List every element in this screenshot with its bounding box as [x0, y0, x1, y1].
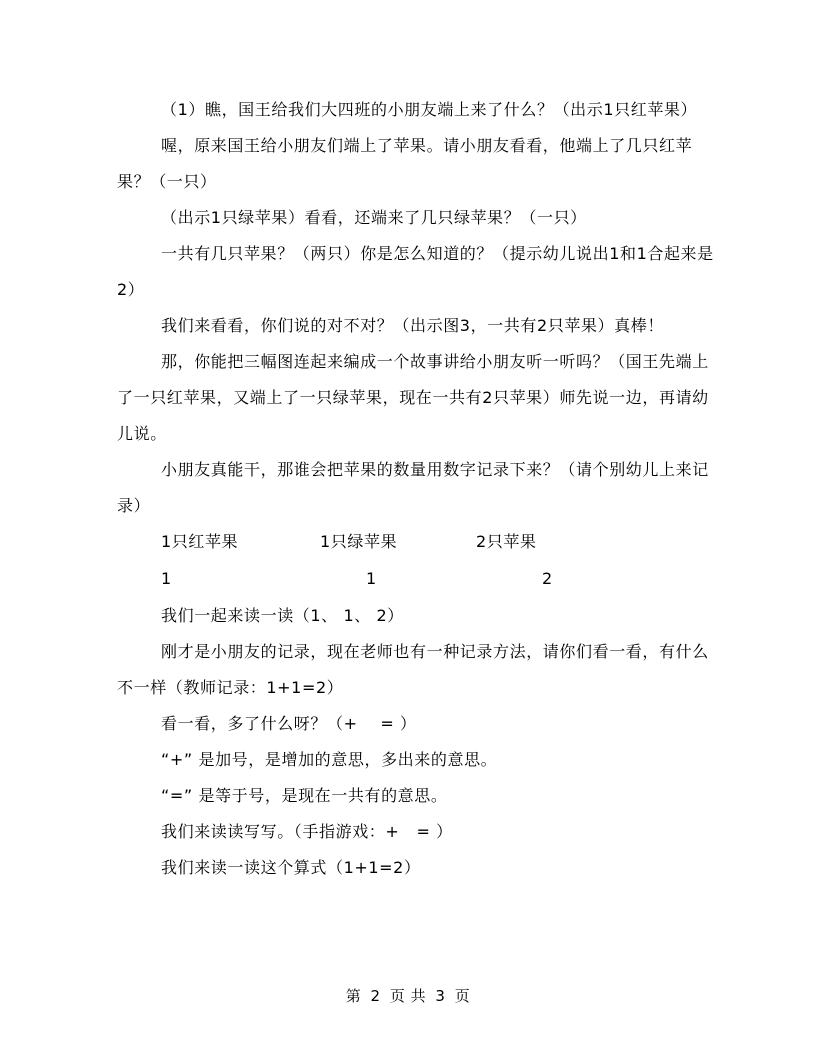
record-number-green: 1: [366, 569, 377, 588]
record-label-green: 1只绿苹果: [320, 532, 398, 551]
paragraph-8: 我们一起来读一读（1、 1、 2）: [161, 606, 404, 625]
paragraph-1: （1）瞧，国王给我们大四班的小朋友端上来了什么？（出示1只红苹果）: [161, 100, 698, 119]
footer-middle: 页 共: [389, 987, 427, 1005]
paragraph-5: 我们来看看，你们说的对不对？（出示图3，一共有2只苹果）真棒！: [161, 316, 664, 335]
record-label-total: 2只苹果: [476, 532, 537, 551]
paragraph-10: 看一看，多了什么呀？（+ = ）: [161, 714, 417, 733]
page-footer: [0, 984, 816, 1008]
footer-suffix: 页: [454, 987, 471, 1005]
record-labels-row: [117, 524, 717, 561]
paragraph-3: （出示1只绿苹果）看看，还端来了几只绿苹果？（一只）: [161, 208, 587, 227]
paragraph-13: 我们来读读写写。（手指游戏：+ = ）: [161, 822, 453, 841]
footer-prefix: 第: [345, 987, 362, 1005]
record-number-total: 2: [542, 569, 553, 588]
paragraph-14: 我们来读一读这个算式（1+1=2）: [161, 858, 421, 877]
document-body: [117, 92, 717, 886]
footer-total-pages: 3: [435, 987, 446, 1005]
paragraph-2: 喔，原来国王给小朋友们端上了苹果。请小朋友看看，他端上了几只红苹果？（一只）: [117, 136, 693, 191]
record-number-red: 1: [161, 569, 172, 588]
paragraph-12: “=” 是等于号，是现在一共有的意思。: [161, 786, 448, 805]
paragraph-6: 那，你能把三幅图连起来编成一个故事讲给小朋友听一听吗？（国王先端上了一只红苹果，又端上了一只绿苹果，现在一共有2只苹果）师先说一边，再请幼儿说。: [117, 352, 709, 443]
paragraph-7: 小朋友真能干，那谁会把苹果的数量用数字记录下来？（请个别幼儿上来记录）: [117, 460, 709, 515]
record-numbers-row: [117, 561, 717, 598]
record-label-red: 1只红苹果: [161, 532, 239, 551]
footer-current-page: 2: [370, 987, 381, 1005]
paragraph-4: 一共有几只苹果？（两只）你是怎么知道的？（提示幼儿说出1和1合起来是2）: [117, 244, 714, 299]
paragraph-9: 刚才是小朋友的记录，现在老师也有一种记录方法，请你们看一看，有什么不一样（教师记录：1+1=2）: [117, 642, 709, 697]
paragraph-11: “+” 是加号，是增加的意思，多出来的意思。: [161, 750, 498, 769]
